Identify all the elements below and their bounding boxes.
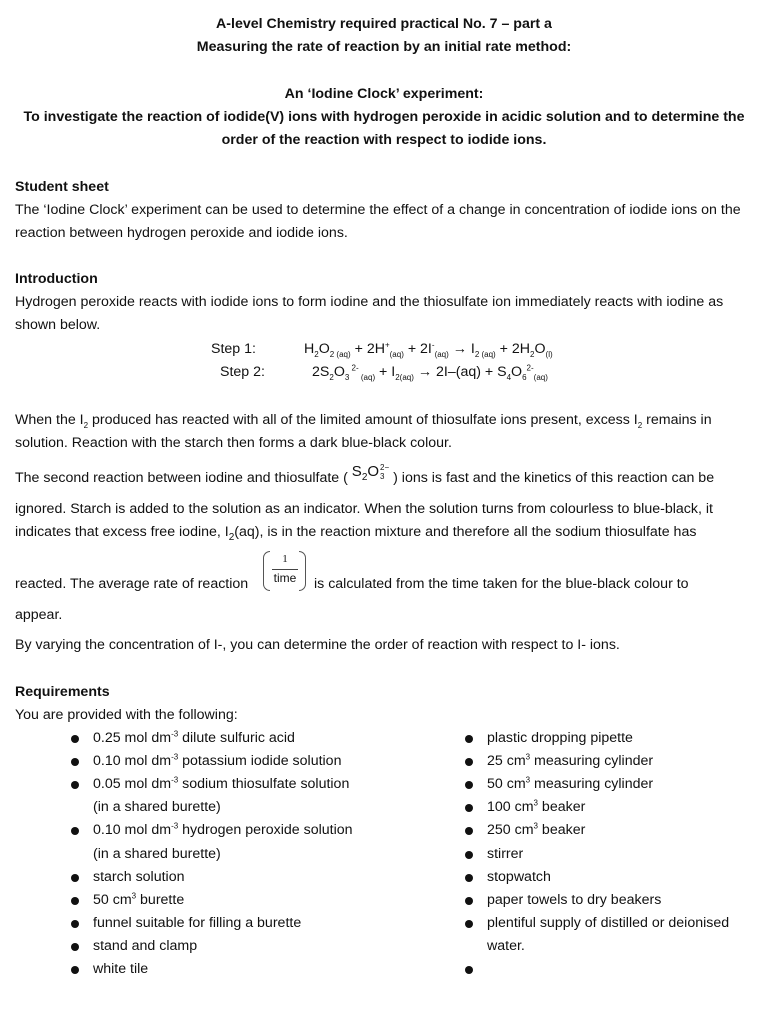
fraction-numerator: 1 [282, 553, 288, 565]
student-sheet-line-2: reaction between hydrogen peroxide and iodide ions. [15, 225, 348, 241]
bullet [71, 758, 79, 766]
list-item: funnel suitable for filling a burette [93, 915, 302, 931]
student-sheet-heading: Student sheet [15, 179, 109, 195]
bullet [71, 781, 79, 789]
bullet [71, 735, 79, 743]
bullet [465, 897, 473, 905]
introduction-line-2: shown below. [15, 317, 101, 333]
list-item: paper towels to dry beakers [487, 892, 662, 908]
fraction-denominator: time [273, 571, 297, 585]
list-item: plastic dropping pipette [487, 730, 633, 746]
header-line-5: order of the reaction with respect to iodide ions. [221, 132, 547, 148]
header-line-2: Measuring the rate of reaction by an initial rate method: [196, 39, 572, 55]
introduction-line-1: Hydrogen peroxide reacts with iodide ions to form iodine and the thiosulfate ion immediately reacts with iodine as [15, 294, 724, 310]
list-item: 250 $cm^3$ beaker [487, 821, 586, 838]
list-item: stand and clamp [93, 938, 198, 954]
bullet [71, 827, 79, 835]
step-2-label: Step 2: [220, 364, 265, 380]
bullet [71, 920, 79, 928]
student-sheet-line-1: The ‘Iodine Clock’ experiment can be used to determine the effect of a change in concentration of iodide ions on the [15, 202, 741, 218]
paragraph-2-line-2: ignored. Starch is added to the solution as an indicator. When the solution turns from colourless to blue-black, it [15, 501, 713, 517]
bullet [71, 897, 79, 905]
paragraph-3: By varying the concentration of I-, you can determine the order of reaction with respect to I- ions. [15, 637, 620, 653]
list-item: 0.25 mol $dm^{-3}$ dilute sulfuric acid [93, 729, 295, 746]
list-item: plentiful supply of distilled or deionised [487, 915, 730, 931]
paragraph-1-line-2: solution. Reaction with the starch then forms a dark blue-black colour. [15, 435, 452, 451]
list-item: 0.05 mol $dm^{-3}$ sodium thiosulfate solution [93, 775, 350, 792]
list-item: 50 $cm^3$ measuring cylinder [487, 775, 654, 792]
list-item: 25 $cm^3$ measuring cylinder [487, 752, 654, 769]
bullet [465, 804, 473, 812]
list-item: 100 $cm^3$ beaker [487, 798, 586, 815]
list-item-continuation: (in a shared burette) [93, 799, 221, 815]
bullet [465, 851, 473, 859]
bullet [465, 827, 473, 835]
paragraph-2-line-4-end: is calculated from the time taken for the blue-black colour to [314, 576, 689, 592]
list-item: 50 $cm^3$ burette [93, 891, 185, 908]
introduction-heading: Introduction [15, 271, 98, 287]
requirements-heading: Requirements [15, 684, 110, 700]
list-item-continuation: (in a shared burette) [93, 846, 221, 862]
list-item: starch solution [93, 869, 185, 885]
thiosulfate-formula: $S_2O2-$ 3 [351, 463, 390, 483]
header-line-4: To investigate the reaction of iodide(V) ions with hydrogen peroxide in acidic solution and to determine the [23, 109, 745, 125]
bullet [465, 735, 473, 743]
paragraph-1-line-1: When the $I_2$ produced has reacted with all of the limited amount of thiosulfate ions present, excess $I_2$ remains in [15, 412, 712, 430]
list-item: stirrer [487, 846, 524, 862]
header-line-1: A-level Chemistry required practical No. 7 – part a [216, 16, 552, 32]
bullet [465, 920, 473, 928]
list-item: white tile [93, 961, 149, 977]
bullet [465, 758, 473, 766]
header-line-3: An ‘Iodine Clock’ experiment: [284, 86, 484, 102]
paragraph-2-line-1: The second reaction between iodine and thiosulfate ( $S_2O2-$ 3 ) ions is fast and the kinetics of this reaction can be [15, 463, 715, 486]
rate-fraction [263, 551, 309, 591]
paragraph-2-line-4-start: reacted. The average rate of reaction [15, 576, 249, 592]
bullet [465, 874, 473, 882]
list-item: 0.10 mol $dm^{-3}$ potassium iodide solution [93, 752, 342, 769]
list-item-continuation: water. [487, 938, 525, 954]
step-1-label: Step 1: [211, 341, 256, 357]
step-2-equation: $2S_2O_3$ $^{2-}$ $_{(aq)} + I_{2(aq)} \to 2I-(aq) + S_4O_6^{2-}_{(aq)}$ [312, 363, 548, 382]
bullet [71, 943, 79, 951]
bullet [71, 874, 79, 882]
requirements-intro: You are provided with the following: [15, 707, 238, 723]
bullet [71, 966, 79, 974]
paragraph-2-line-5: appear. [15, 607, 63, 623]
step-1-equation: $H_2O_{2 (aq)} + 2H^+_{(aq)} + 2I^-_{(aq)} \to I_{2 (aq)} + 2H_2O_{(l)}$ [304, 340, 553, 359]
bullet [465, 781, 473, 789]
list-item: stopwatch [487, 869, 551, 885]
list-item: 0.10 mol $dm^{-3}$ hydrogen peroxide solution [93, 821, 353, 838]
paragraph-2-line-3: indicates that excess free iodine, $I_2(aq)$, is in the reaction mixture and therefore all the sodium thiosulfate has [15, 524, 697, 543]
fraction-bar [272, 569, 298, 570]
bullet [465, 966, 473, 974]
